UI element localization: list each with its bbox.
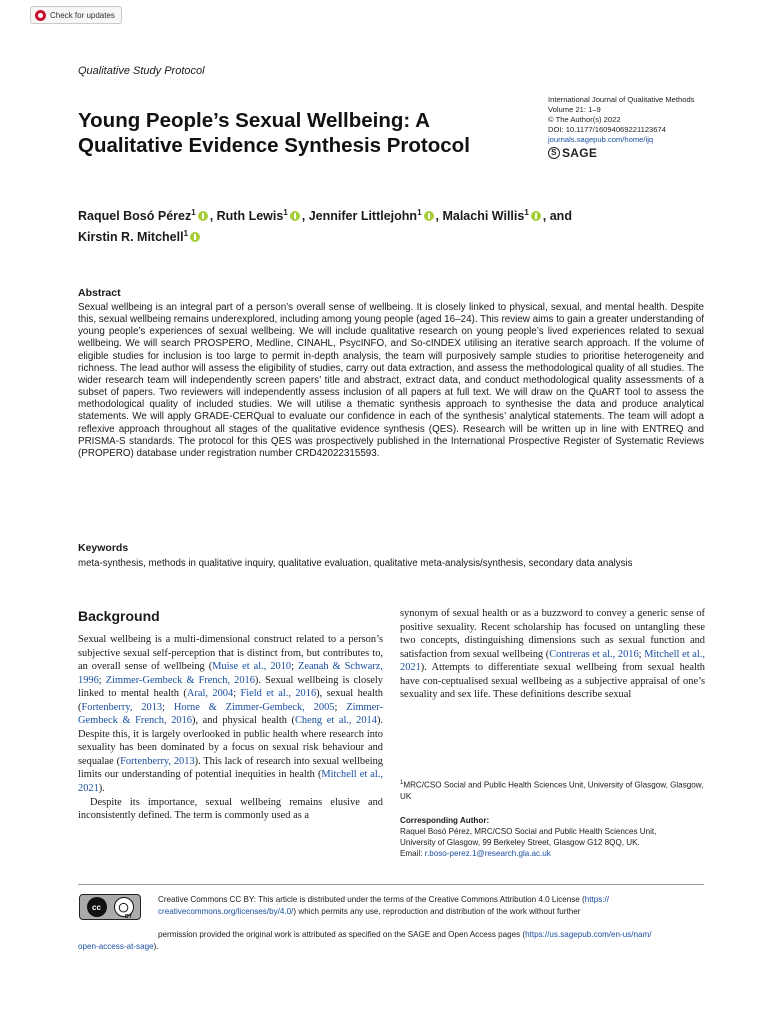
author-affil-sup: 1	[417, 208, 422, 217]
license-text-line-2	[78, 929, 706, 953]
citation-link[interactable]: Mitchell et al., 2021	[78, 769, 383, 795]
paragraph-text: ;	[291, 661, 298, 673]
author-affil-sup: 1	[283, 208, 288, 217]
author-affil-sup: 1	[183, 229, 189, 239]
sage-logo-icon: S	[548, 147, 560, 159]
citation-link[interactable]: Zimmer-Gembeck & French, 2016	[105, 674, 255, 686]
author-affil-sup: 1	[524, 208, 529, 217]
journal-copyright: © The Author(s) 2022	[548, 115, 621, 125]
paragraph-text: ). This lack of research into sexual wellbeing limits our understanding of potential inequities in health (	[78, 755, 383, 781]
check-for-updates-badge[interactable]	[30, 6, 122, 24]
orcid-icon[interactable]	[190, 232, 200, 242]
author-name: Jennifer Littlejohn	[308, 209, 418, 224]
license-text-line-1	[158, 894, 706, 918]
paragraph-text: ;	[334, 701, 347, 713]
author-affil-sup: 1	[191, 208, 196, 217]
citation-link[interactable]: Fortenberry, 2013	[81, 701, 163, 713]
author-name: Malachi Willis	[442, 209, 525, 224]
license-text: ).	[153, 941, 159, 951]
citation-link[interactable]: Aral, 2004	[186, 688, 234, 700]
author-affiliation	[400, 778, 710, 802]
orcid-icon[interactable]	[531, 211, 541, 221]
license-permission-line	[78, 929, 706, 941]
background-paragraph-3	[400, 607, 705, 702]
background-heading: Background	[78, 608, 160, 624]
publisher-logo	[548, 147, 694, 159]
license-text: permission provided the original work is attributed as specified on the SAGE and Open Access pages (	[158, 930, 526, 939]
article-title: Young People’s Sexual Wellbeing: A Qualitative Evidence Synthesis Protocol	[78, 109, 470, 157]
by-mark: BY	[125, 914, 132, 920]
email-label: Email:	[400, 849, 425, 858]
orcid-icon[interactable]	[198, 211, 208, 221]
keywords-heading: Keywords	[78, 542, 129, 554]
paragraph-text: ;	[98, 674, 106, 686]
author-name: Raquel Bosó Pérez	[78, 209, 192, 224]
paragraph-text: ;	[162, 701, 174, 713]
journal-volume: Volume 21: 1–9	[548, 105, 601, 115]
keywords-text: meta-synthesis, methods in qualitative inquiry, qualitative evaluation, qualitative meta-analysis/synthesis, secondary data analysis	[78, 558, 633, 569]
journal-info	[548, 95, 694, 159]
background-paragraph-2: Despite its importance, sexual wellbeing remains elusive and inconsistently defined. The term is commonly used as a	[78, 796, 383, 822]
citation-link[interactable]: Horne & Zimmer-Gembeck, 2005	[173, 701, 335, 713]
journal-name: International Journal of Qualitative Methods	[548, 95, 695, 104]
citation-link[interactable]: Muise et al., 2010	[212, 661, 292, 673]
background-column-right	[400, 607, 705, 702]
paragraph-text: ), sexual health (	[78, 688, 383, 713]
corresponding-author-email-line	[400, 848, 710, 859]
cc-by-icon[interactable]	[79, 894, 141, 920]
author-name: Kirstin R. Mitchell	[78, 230, 184, 245]
abstract-text: Sexual wellbeing is an integral part of a person’s overall sense of wellbeing. It is closely linked to physical, sexual, and mental health. Despite this, sexual wellbeing remains underexplored, including among young people (aged 16–24). This review aims to gain a greater understanding of young people’s experiences of sexual wellbeing. We will include qualitative research on young people’s lived experiences related to sexual wellbeing. We will search PROSPERO, Medline, CINAHL, PsycINFO, and So-cINDEX utilising an iterative search approach. If the volume of eligible studies for inclusion is too large to permit in-depth analysis, the team will purposively sample studies to prioritise heterogeneity and richness. The lead author will assess the eligibility of studies, carry out data extraction, and assess the methodological quality of all studies. The wider research team will independently screen papers’ title and abstract, extract data, and conduct methodological quality assessments of a subset of papers. Two reviewers will independently assess inclusion of all papers at full text. We will draw on the QuART tool to assess the methodological quality of included studies. We will utilise a thematic synthesis approach to synthesise the data and produce analytical statements. We will apply GRADE-CERQual to evaluate our confidence in each of the synthesis’ analytical statements. The team will adopt a reflexive approach throughout all stages of the qualitative evidence synthesis (QES). Research will be written up in line with ENTREQ and PRISMA-S standards. The protocol for this QES was prospectively published in the International Prospective Register of Systematic Reviews (PROPERO) database under registration number CRD42022315593.	[78, 302, 704, 459]
open-access-link[interactable]: https://us.sagepub.com/en-us/nam/	[525, 930, 652, 939]
corresponding-author	[400, 815, 710, 859]
affiliation-sup: 1	[400, 780, 404, 786]
update-icon	[35, 10, 46, 21]
author-name: Ruth Lewis	[216, 209, 284, 224]
license-text: Creative Commons CC BY: This article is distributed under the terms of the Creative Commons Attribution 4.0 License (	[158, 895, 585, 904]
paragraph-text: ). Attempts to differentiate sexual wellbeing from sexual health have con-ceptualised sexual wellbeing as a subjective appraisal of one’s sexuality and sex life. These definitions describe sexual	[400, 662, 705, 701]
publisher-name: SAGE	[562, 146, 598, 161]
background-column-left	[78, 633, 383, 823]
background-paragraph-1	[78, 633, 383, 796]
attribution-person-icon: ◯	[114, 897, 134, 917]
paragraph-text: ).	[98, 783, 105, 795]
author-list: Raquel Bosó Pérez$^1$ , Ruth Lewis$^1$ , Jennifer Littlejohn$^1$ , Malachi Willis$^1$ , and Kirstin R. Mitchell$^1$	[78, 208, 572, 245]
paragraph-text: ). Despite this, it is largely overlooked in public health where research into sexuality has been dominated by a focus on sexual risk behaviour and sequalae (	[78, 715, 383, 767]
citation-link[interactable]: Field et al., 2016	[240, 688, 317, 700]
corresponding-author-line: Raquel Bosó Pérez, MRC/CSO Social and Public Health Sciences Unit,	[400, 827, 657, 836]
affiliation-text: MRC/CSO Social and Public Health Sciences Unit, University of Glasgow, Glasgow, UK	[400, 780, 704, 801]
corresponding-author-address: University of Glasgow, 99 Berkeley Street, Glasgow G12 8QQ, UK.	[400, 838, 640, 847]
license-link[interactable]: https://	[584, 895, 610, 904]
orcid-icon[interactable]	[424, 211, 434, 221]
license-text: ) which permits any use, reproduction and distribution of the work without further	[293, 906, 581, 916]
paragraph-text: ). Sexual wellbeing is closely linked to mental health (	[78, 674, 383, 700]
citation-link[interactable]: Zimmer-Gembeck & French, 2016	[78, 701, 383, 727]
citation-link[interactable]: Contreras et al., 2016	[549, 648, 639, 660]
creative-commons-icon: cc	[87, 897, 107, 917]
paragraph-text: synonym of sexual health or as a buzzword to convey a generic sense of positive sexuality. Recent scholarship has focused on untangling these two concepts, distinguishing dimensions such as sexual function and satisfaction from sexual wellbeing (	[400, 608, 705, 660]
corresponding-author-label: Corresponding Author:	[400, 816, 490, 825]
open-access-link[interactable]: open-access-at-sage	[78, 941, 154, 951]
license-link[interactable]: creativecommons.org/licenses/by/4.0/	[158, 906, 294, 916]
email-link[interactable]: r.boso-perez.1@research.gla.ac.uk	[424, 849, 551, 858]
check-for-updates-label: Check for updates	[50, 10, 115, 20]
paragraph-text: Sexual wellbeing is a multi-dimensional construct related to a person’s subjective sexual self-perception that is distinct from, but contributes to, an overall sense of wellbeing (	[78, 634, 383, 673]
citation-link[interactable]: Cheng et al., 2014	[294, 715, 377, 727]
citation-link[interactable]: Mitchell et al., 2021	[400, 648, 705, 674]
citation-link[interactable]: Fortenberry, 2013	[120, 755, 195, 767]
orcid-icon[interactable]	[290, 211, 300, 221]
citation-link[interactable]: Zeanah & Schwarz, 1996	[78, 661, 383, 686]
journal-url-link[interactable]: journals.sagepub.com/home/ijq	[548, 135, 654, 145]
footer-divider	[78, 884, 704, 885]
paragraph-text: ), and physical health (	[191, 715, 295, 727]
article-type-label: Qualitative Study Protocol	[78, 65, 205, 77]
paragraph-text: ;	[233, 688, 241, 700]
journal-doi[interactable]: DOI: 10.1177/16094069221123674	[548, 125, 666, 135]
paragraph-text: ;	[638, 648, 645, 660]
abstract-heading: Abstract	[78, 287, 121, 299]
